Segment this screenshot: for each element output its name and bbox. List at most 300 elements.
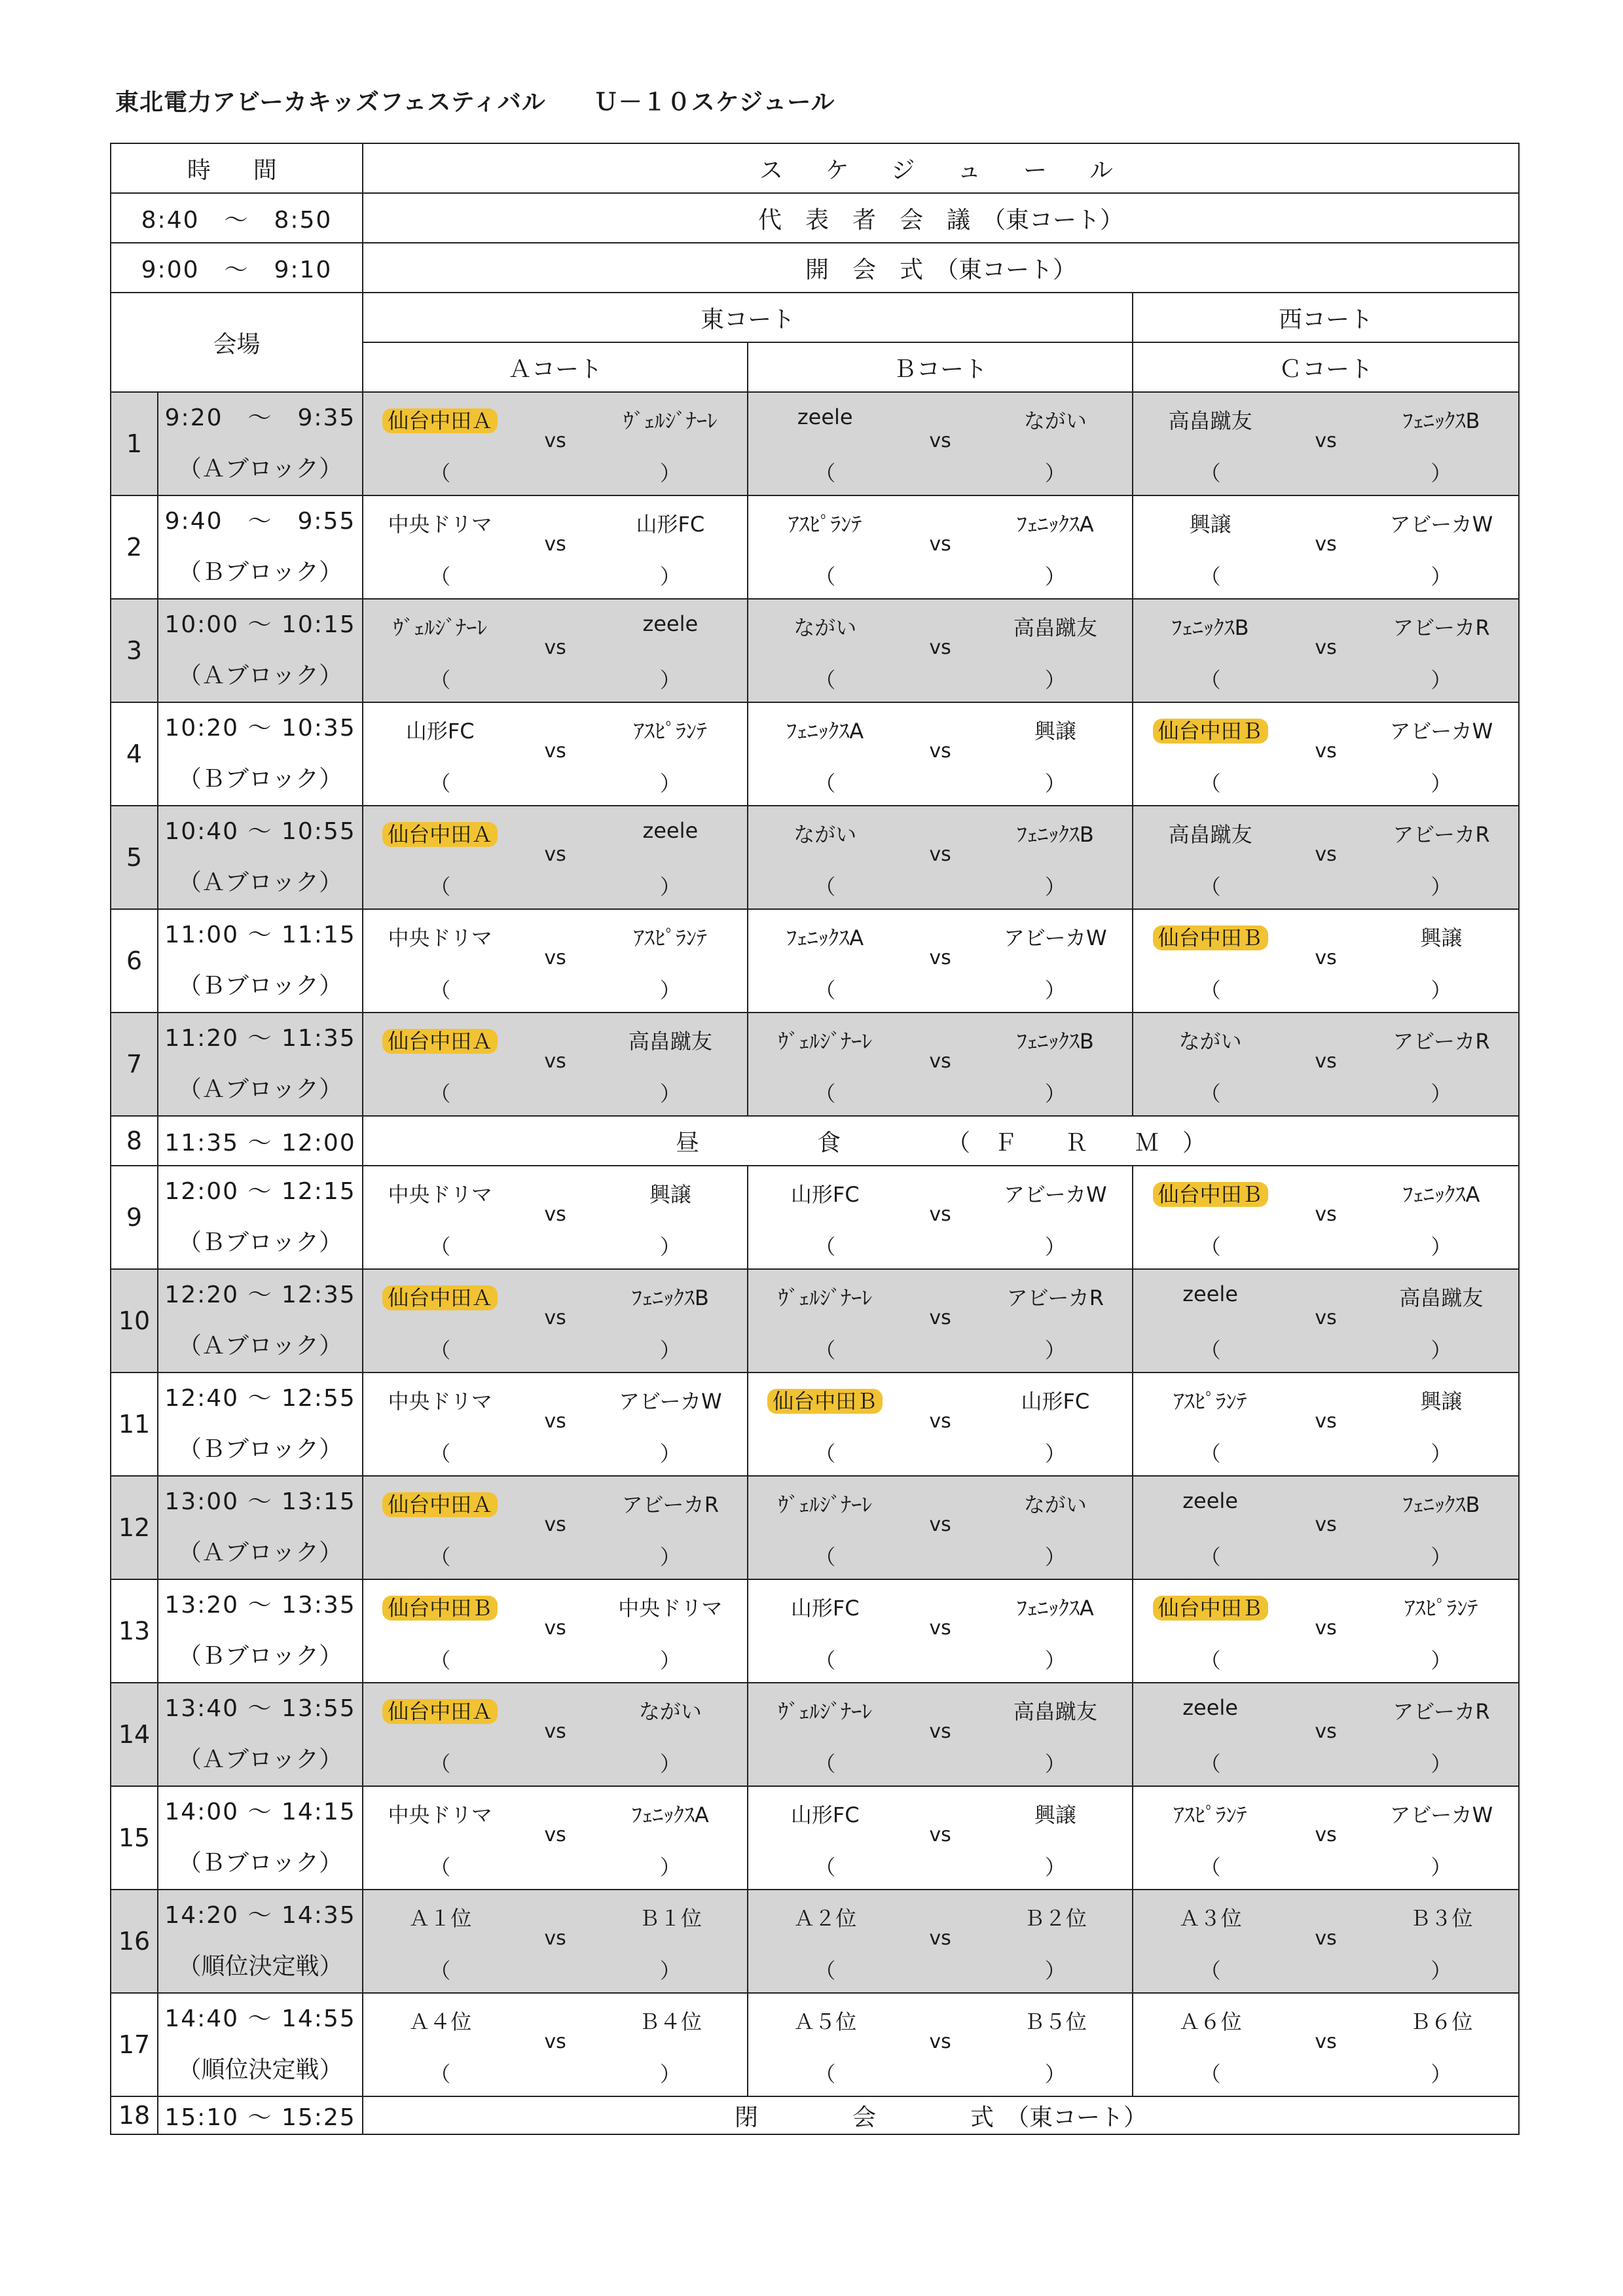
vs-label: vs	[544, 843, 566, 866]
match-time-cell	[158, 1166, 363, 1269]
west-court-header: 西コート	[1133, 293, 1519, 342]
score-close-paren: ）	[1044, 771, 1066, 796]
match-time-cell	[158, 392, 363, 495]
team-home: 仙台中田Ｂ	[1153, 1182, 1268, 1207]
team-away: 興譲	[1420, 1389, 1463, 1414]
team-home: 高畠蹴友	[1168, 408, 1252, 433]
score-open-paren: （	[814, 1081, 836, 1106]
match-time: 9:40 ～ 9:55	[164, 508, 356, 535]
score-open-paren: （	[429, 564, 451, 589]
match-cell	[1133, 1269, 1519, 1372]
team-home: ｳﾞｪﾙｼﾞﾅｰﾚ	[778, 1699, 873, 1724]
match-cell	[748, 495, 1133, 599]
match-row	[111, 392, 1519, 495]
team-home: 仙台中田Ａ	[382, 1699, 498, 1724]
time-header: 時 間	[111, 143, 363, 193]
team-home: ﾌｪﾆｯｸｽA	[786, 719, 864, 744]
score-open-paren: （	[429, 771, 451, 796]
match-time-cell	[158, 1683, 363, 1786]
score-open-paren: （	[429, 1234, 451, 1259]
score-close-paren: ）	[1044, 1081, 1066, 1106]
team-home: 仙台中田Ａ	[382, 1492, 498, 1517]
vs-label: vs	[1315, 843, 1337, 866]
score-open-paren: （	[429, 1751, 451, 1776]
score-open-paren: （	[429, 668, 451, 692]
score-close-paren: ）	[1431, 461, 1452, 486]
team-away: ﾌｪﾆｯｸｽB	[1402, 1492, 1480, 1517]
score-close-paren: ）	[1431, 978, 1452, 1003]
team-away: 中央ドリマ	[618, 1596, 723, 1621]
team-away: アビーカR	[1006, 1285, 1104, 1310]
match-block: （Ｂブロック）	[177, 1643, 343, 1670]
match-cell	[1133, 599, 1519, 702]
vs-label: vs	[1315, 533, 1337, 556]
match-cell	[363, 1013, 748, 1116]
score-close-paren: ）	[1431, 564, 1452, 589]
vs-label: vs	[544, 1203, 566, 1226]
match-cell	[1133, 1683, 1519, 1786]
score-close-paren: ）	[659, 874, 681, 899]
team-away: ﾌｪﾆｯｸｽB	[631, 1285, 709, 1310]
match-row	[111, 909, 1519, 1013]
score-open-paren: （	[814, 1338, 836, 1363]
match-row	[111, 1013, 1519, 1116]
match-cell	[363, 392, 748, 495]
match-time: 10:00 ～ 10:15	[164, 611, 356, 638]
score-close-paren: ）	[659, 2062, 681, 2087]
vs-label: vs	[544, 1823, 566, 1846]
score-close-paren: ）	[1044, 1751, 1066, 1776]
match-cell	[363, 495, 748, 599]
match-block: （Ａブロック）	[177, 1746, 343, 1773]
score-open-paren: （	[429, 461, 451, 486]
match-time-cell	[158, 1013, 363, 1116]
team-home: Ａ３位	[1178, 1906, 1242, 1931]
score-close-paren: ）	[1431, 1855, 1452, 1880]
match-time: 9:20 ～ 9:35	[164, 404, 356, 431]
match-cell	[1133, 1993, 1519, 2096]
score-open-paren: （	[1199, 1338, 1221, 1363]
closing-row-label: 閉 会 式 （東コート）	[363, 2096, 1519, 2134]
team-home: 中央ドリマ	[388, 1803, 492, 1827]
match-row	[111, 1476, 1519, 1579]
score-open-paren: （	[1199, 874, 1221, 899]
match-cell	[1133, 909, 1519, 1013]
match-time: 14:40 ～ 14:55	[164, 2005, 356, 2032]
team-home: 仙台中田Ａ	[382, 822, 498, 847]
score-open-paren: （	[429, 1648, 451, 1673]
score-close-paren: ）	[1431, 1545, 1452, 1570]
match-cell	[363, 1166, 748, 1269]
vs-label: vs	[929, 429, 951, 452]
match-block: （Ａブロック）	[177, 662, 343, 689]
match-time-cell	[158, 599, 363, 702]
match-time-cell	[158, 1269, 363, 1372]
court-b-header: Ｂコート	[748, 342, 1133, 392]
match-time: 13:20 ～ 13:35	[164, 1592, 356, 1619]
match-block: （Ａブロック）	[177, 869, 343, 896]
score-open-paren: （	[1199, 1751, 1221, 1776]
team-home: ﾌｪﾆｯｸｽA	[786, 925, 864, 950]
score-close-paren: ）	[1431, 1338, 1452, 1363]
match-time-cell	[158, 1993, 363, 2096]
team-home: ｳﾞｪﾙｼﾞﾅｰﾚ	[778, 1492, 873, 1517]
match-time-cell	[158, 806, 363, 909]
team-away: アビーカW	[1389, 1803, 1493, 1827]
team-away: アビーカW	[1003, 925, 1107, 950]
match-time: 12:40 ～ 12:55	[164, 1385, 356, 1412]
score-close-paren: ）	[1431, 2062, 1452, 2087]
team-home: 山形FC	[790, 1182, 860, 1207]
score-close-paren: ）	[1044, 978, 1066, 1003]
vs-label: vs	[1315, 1927, 1337, 1950]
vs-label: vs	[544, 533, 566, 556]
team-away: Ｂ１位	[638, 1906, 702, 1931]
vs-label: vs	[544, 946, 566, 969]
team-home: 仙台中田Ｂ	[1153, 925, 1268, 950]
score-close-paren: ）	[659, 1855, 681, 1880]
match-cell	[748, 1372, 1133, 1476]
match-cell	[748, 1269, 1133, 1372]
match-cell	[748, 1993, 1133, 2096]
vs-label: vs	[544, 2030, 566, 2053]
match-cell	[748, 1683, 1133, 1786]
team-away: ﾌｪﾆｯｸｽA	[631, 1803, 709, 1827]
match-row	[111, 1993, 1519, 2096]
match-cell	[1133, 1166, 1519, 1269]
match-cell	[1133, 1890, 1519, 1993]
vs-label: vs	[544, 1927, 566, 1950]
team-away: 山形FC	[636, 512, 705, 537]
vs-label: vs	[929, 636, 951, 659]
vs-label: vs	[544, 740, 566, 762]
match-cell	[1133, 392, 1519, 495]
vs-label: vs	[1315, 1720, 1337, 1743]
match-row	[111, 495, 1519, 599]
score-close-paren: ）	[1431, 1958, 1452, 1983]
match-number: 16	[111, 1890, 158, 1993]
team-home: 中央ドリマ	[388, 925, 492, 950]
meeting-label: 代 表 者 会 議 （東コート）	[363, 193, 1519, 243]
match-row	[111, 1372, 1519, 1476]
team-home: Ａ１位	[409, 1906, 472, 1931]
score-close-paren: ）	[659, 1081, 681, 1106]
vs-label: vs	[929, 1203, 951, 1226]
score-open-paren: （	[429, 978, 451, 1003]
score-open-paren: （	[1199, 1648, 1221, 1673]
vs-label: vs	[929, 843, 951, 866]
vs-label: vs	[929, 1927, 951, 1950]
match-cell	[748, 1476, 1133, 1579]
team-away: 興譲	[1034, 719, 1076, 744]
match-cell	[363, 1372, 748, 1476]
team-away: Ｂ２位	[1023, 1906, 1087, 1931]
match-number: 2	[111, 495, 158, 599]
team-away: ｱｽﾋﾟﾗﾝﾃ	[633, 719, 707, 744]
score-open-paren: （	[1199, 978, 1221, 1003]
lunch-row-label: 昼 食 （ Ｆ Ｒ Ｍ ）	[363, 1116, 1519, 1166]
score-open-paren: （	[1199, 461, 1221, 486]
vs-label: vs	[1315, 1410, 1337, 1433]
score-open-paren: （	[429, 1855, 451, 1880]
team-home: 仙台中田Ａ	[382, 408, 498, 433]
score-close-paren: ）	[1044, 1648, 1066, 1673]
score-close-paren: ）	[1044, 2062, 1066, 2087]
match-row	[111, 1786, 1519, 1890]
match-cell	[1133, 1476, 1519, 1579]
match-number: 1	[111, 392, 158, 495]
team-away: ﾌｪﾆｯｸｽA	[1016, 512, 1094, 537]
match-block: （Ｂブロック）	[177, 766, 343, 793]
match-time-cell	[158, 1890, 363, 1993]
score-close-paren: ）	[659, 1234, 681, 1259]
east-court-header: 東コート	[363, 293, 1133, 342]
team-home: Ａ６位	[1178, 2009, 1242, 2034]
match-time-cell	[158, 1579, 363, 1683]
vs-label: vs	[544, 1720, 566, 1743]
score-close-paren: ）	[1431, 1751, 1452, 1776]
score-close-paren: ）	[1431, 771, 1452, 796]
team-home: 仙台中田Ａ	[382, 1285, 498, 1310]
score-close-paren: ）	[1044, 1338, 1066, 1363]
team-home: ｳﾞｪﾙｼﾞﾅｰﾚ	[778, 1029, 873, 1054]
team-home: ながい	[1178, 1029, 1242, 1054]
vs-label: vs	[1315, 429, 1337, 452]
schedule-header: ス ケ ジ ュ ー ル	[363, 143, 1519, 193]
match-block: （Ｂブロック）	[177, 1850, 343, 1876]
score-open-paren: （	[814, 1958, 836, 1983]
match-cell	[363, 1476, 748, 1579]
score-open-paren: （	[429, 1545, 451, 1570]
vs-label: vs	[929, 740, 951, 762]
match-time: 14:00 ～ 14:15	[164, 1799, 356, 1825]
team-away: 高畠蹴友	[1399, 1285, 1484, 1310]
team-home: 仙台中田Ａ	[382, 1029, 498, 1054]
team-away: 興譲	[1420, 925, 1463, 950]
team-home: 中央ドリマ	[388, 512, 492, 537]
team-home: 高畠蹴友	[1168, 822, 1252, 847]
team-home: 興譲	[1189, 512, 1231, 537]
vs-label: vs	[1315, 636, 1337, 659]
match-cell	[363, 1579, 748, 1683]
score-close-paren: ）	[659, 1751, 681, 1776]
vs-label: vs	[1315, 740, 1337, 762]
team-away: Ｂ６位	[1410, 2009, 1473, 2034]
score-close-paren: ）	[659, 668, 681, 692]
match-time-cell	[158, 702, 363, 806]
match-cell	[748, 392, 1133, 495]
vs-label: vs	[544, 1617, 566, 1640]
vs-label: vs	[544, 1410, 566, 1433]
vs-label: vs	[1315, 2030, 1337, 2053]
match-time-cell	[158, 495, 363, 599]
match-time: 10:20 ～ 10:35	[164, 715, 356, 742]
team-away: 高畠蹴友	[1013, 615, 1097, 640]
match-cell	[363, 1890, 748, 1993]
match-cell	[748, 1786, 1133, 1890]
vs-label: vs	[1315, 1513, 1337, 1536]
match-row	[111, 702, 1519, 806]
score-open-paren: （	[1199, 1441, 1221, 1466]
vs-label: vs	[929, 1513, 951, 1536]
score-open-paren: （	[814, 978, 836, 1003]
score-open-paren: （	[1199, 1545, 1221, 1570]
score-open-paren: （	[814, 1441, 836, 1466]
score-open-paren: （	[429, 874, 451, 899]
match-time-cell	[158, 1476, 363, 1579]
match-block: （順位決定戦）	[177, 1953, 343, 1980]
team-home: ﾌｪﾆｯｸｽB	[1171, 615, 1249, 640]
match-cell	[748, 1579, 1133, 1683]
match-row	[111, 1166, 1519, 1269]
match-row	[111, 1683, 1519, 1786]
score-close-paren: ）	[1044, 1545, 1066, 1570]
team-home: 仙台中田Ｂ	[767, 1389, 883, 1414]
score-open-paren: （	[814, 1751, 836, 1776]
match-block: （Ｂブロック）	[177, 1436, 343, 1463]
vs-label: vs	[544, 1513, 566, 1536]
team-home: ながい	[793, 822, 857, 847]
team-home: ｳﾞｪﾙｼﾞﾅｰﾚ	[778, 1285, 873, 1310]
score-close-paren: ）	[1044, 461, 1066, 486]
vs-label: vs	[1315, 1306, 1337, 1329]
court-a-header: Ａコート	[363, 342, 748, 392]
score-open-paren: （	[1199, 1855, 1221, 1880]
match-block: （Ａブロック）	[177, 1076, 343, 1103]
score-open-paren: （	[1199, 668, 1221, 692]
vs-label: vs	[544, 1050, 566, 1073]
vs-label: vs	[1315, 1823, 1337, 1846]
team-home: Ａ５位	[793, 2009, 857, 2034]
match-block: （順位決定戦）	[177, 2056, 343, 2083]
vs-label: vs	[1315, 1050, 1337, 1073]
team-home: 山形FC	[790, 1596, 860, 1621]
score-open-paren: （	[429, 1958, 451, 1983]
team-away: アビーカW	[1389, 719, 1493, 744]
vs-label: vs	[544, 429, 566, 452]
court-c-header: Ｃコート	[1133, 342, 1519, 392]
vs-label: vs	[929, 946, 951, 969]
team-home: 仙台中田Ｂ	[1153, 1596, 1268, 1621]
score-close-paren: ）	[1431, 1648, 1452, 1673]
score-open-paren: （	[814, 564, 836, 589]
score-close-paren: ）	[1044, 668, 1066, 692]
match-cell	[1133, 806, 1519, 909]
match-cell	[363, 1786, 748, 1890]
score-open-paren: （	[814, 1855, 836, 1880]
team-away: ながい	[1023, 1492, 1087, 1517]
closing-row-number: 18	[111, 2096, 158, 2134]
match-cell	[363, 1993, 748, 2096]
match-cell	[748, 806, 1133, 909]
score-close-paren: ）	[1431, 668, 1452, 692]
team-away: アビーカW	[1003, 1182, 1107, 1207]
score-open-paren: （	[1199, 1081, 1221, 1106]
team-home: 中央ドリマ	[388, 1182, 492, 1207]
match-block: （Ｂブロック）	[177, 559, 343, 586]
closing-row	[111, 2096, 1519, 2134]
team-away: 興譲	[1034, 1803, 1076, 1827]
match-time: 12:00 ～ 12:15	[164, 1178, 356, 1205]
schedule-table	[110, 143, 1520, 2135]
team-home: ｳﾞｪﾙｼﾞﾅｰﾚ	[393, 615, 488, 640]
match-number: 12	[111, 1476, 158, 1579]
match-time: 12:20 ～ 12:35	[164, 1282, 356, 1308]
score-open-paren: （	[1199, 2062, 1221, 2087]
vs-label: vs	[1315, 1617, 1337, 1640]
match-time: 11:00 ～ 11:15	[164, 922, 356, 948]
match-time-cell	[158, 1372, 363, 1476]
match-row	[111, 806, 1519, 909]
score-close-paren: ）	[659, 461, 681, 486]
match-cell	[748, 599, 1133, 702]
score-open-paren: （	[814, 2062, 836, 2087]
match-time: 13:40 ～ 13:55	[164, 1695, 356, 1722]
team-away: ﾌｪﾆｯｸｽB	[1016, 1029, 1094, 1054]
team-away: アビーカW	[1389, 512, 1493, 537]
vs-label: vs	[929, 533, 951, 556]
lunch-row	[111, 1116, 1519, 1166]
match-number: 4	[111, 702, 158, 806]
team-away: 高畠蹴友	[1013, 1699, 1097, 1724]
vs-label: vs	[929, 1410, 951, 1433]
team-home: 仙台中田Ｂ	[1153, 719, 1268, 744]
match-cell	[363, 702, 748, 806]
vs-label: vs	[929, 1306, 951, 1329]
score-close-paren: ）	[659, 1648, 681, 1673]
team-home: 仙台中田Ｂ	[382, 1596, 498, 1621]
score-open-paren: （	[814, 1648, 836, 1673]
team-away: ﾌｪﾆｯｸｽB	[1016, 822, 1094, 847]
match-number: 15	[111, 1786, 158, 1890]
lunch-row-number: 8	[111, 1116, 158, 1166]
match-number: 6	[111, 909, 158, 1013]
match-number: 9	[111, 1166, 158, 1269]
score-close-paren: ）	[659, 771, 681, 796]
team-away: ながい	[638, 1699, 702, 1724]
team-away: zeele	[642, 818, 699, 843]
match-cell	[1133, 495, 1519, 599]
lunch-row-time: 11:35 ～ 12:00	[158, 1116, 363, 1166]
team-away: アビーカR	[1393, 1029, 1490, 1054]
match-time: 10:40 ～ 10:55	[164, 818, 356, 845]
score-close-paren: ）	[659, 564, 681, 589]
vs-label: vs	[544, 1306, 566, 1329]
match-cell	[1133, 1372, 1519, 1476]
team-away: アビーカR	[1393, 822, 1490, 847]
team-home: ｱｽﾋﾟﾗﾝﾃ	[1173, 1389, 1247, 1414]
match-block: （Ａブロック）	[177, 456, 343, 482]
vs-label: vs	[929, 1617, 951, 1640]
vs-label: vs	[1315, 1203, 1337, 1226]
vs-label: vs	[929, 1720, 951, 1743]
match-row	[111, 1579, 1519, 1683]
closing-row-time: 15:10 ～ 15:25	[158, 2096, 363, 2134]
score-close-paren: ）	[1044, 1958, 1066, 1983]
document-title: 東北電力アビーカキッズフェスティバル Ｕ－１０スケジュール	[115, 89, 835, 116]
score-close-paren: ）	[659, 1441, 681, 1466]
team-away: Ｂ３位	[1410, 1906, 1473, 1931]
team-home: 山形FC	[790, 1803, 860, 1827]
team-home: zeele	[1182, 1695, 1238, 1720]
match-number: 17	[111, 1993, 158, 2096]
team-away: ｳﾞｪﾙｼﾞﾅｰﾚ	[623, 408, 718, 433]
match-time-cell	[158, 1786, 363, 1890]
team-away: ｱｽﾋﾟﾗﾝﾃ	[1404, 1596, 1478, 1621]
score-close-paren: ）	[1431, 1234, 1452, 1259]
match-number: 14	[111, 1683, 158, 1786]
team-home: zeele	[1182, 1488, 1238, 1513]
